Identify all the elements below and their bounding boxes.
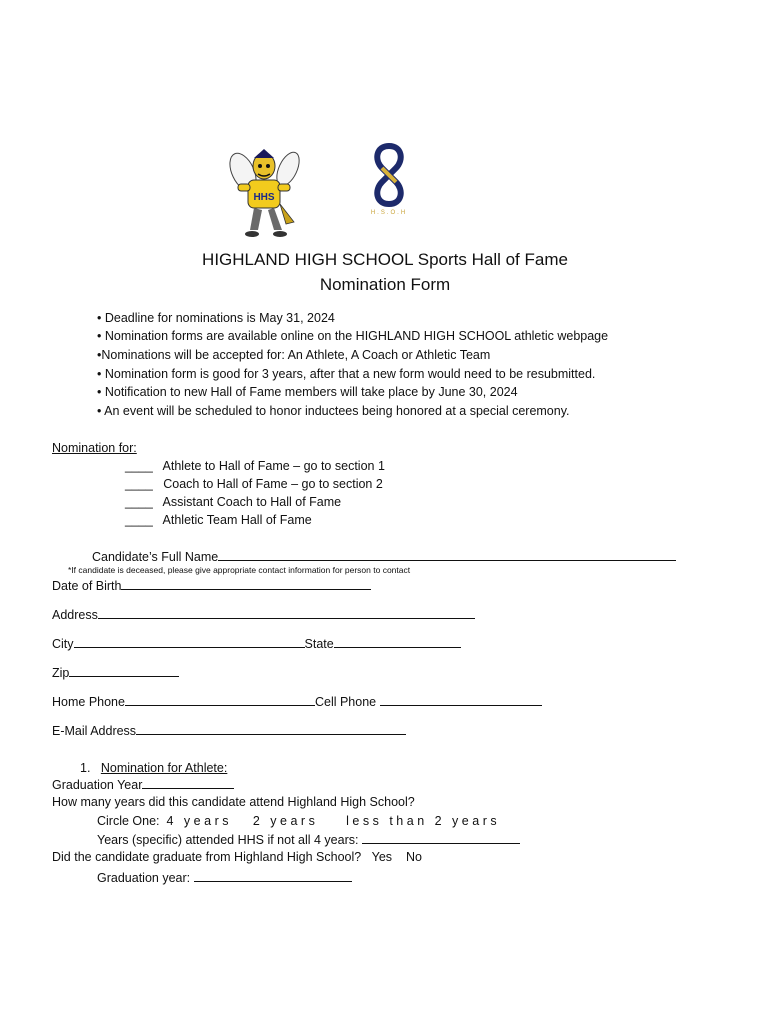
city-field[interactable]	[74, 636, 305, 648]
option-2-years[interactable]: 2 years	[252, 814, 319, 828]
svg-text:HHS: HHS	[253, 192, 275, 203]
zip-field[interactable]	[69, 665, 179, 677]
city-label: City	[52, 637, 74, 651]
address-row	[52, 607, 475, 623]
nomination-checkbox-blank[interactable]: ____	[125, 477, 153, 491]
section1-number: 1.	[80, 761, 91, 775]
graduate-question: Did the candidate graduate from Highland High School?	[52, 850, 362, 864]
option-less-than-2-years[interactable]: less than 2 years	[346, 814, 501, 828]
email-label: E-Mail Address	[52, 724, 137, 738]
nomination-checkbox-blank[interactable]: ____	[125, 459, 153, 473]
nomination-option-label: Athletic Team Hall of Fame	[162, 513, 312, 527]
bullet-accepted-for: •Nominations will be accepted for: An Athlete, A Coach or Athletic Team	[97, 348, 491, 362]
section1-heading: Nomination for Athlete:	[100, 761, 228, 775]
bullet-deadline: • Deadline for nominations is May 31, 2024	[97, 311, 335, 325]
graduation-year-row	[97, 870, 352, 886]
candidate-full-name-field[interactable]	[218, 549, 676, 561]
circle-one-label: Circle One:	[97, 814, 160, 828]
graduation-year-label: Graduation year:	[97, 871, 191, 885]
cell-phone-label: Cell Phone	[314, 695, 377, 709]
state-label: State	[304, 637, 334, 651]
nomination-for-label: Nomination for:	[52, 441, 137, 455]
zip-row	[52, 665, 179, 681]
nomination-option-team[interactable]	[125, 513, 312, 528]
circle-one-row	[97, 814, 500, 829]
grad-year-row	[52, 777, 234, 793]
nomination-option-assistant-coach[interactable]	[125, 495, 341, 510]
section1-heading-row	[80, 761, 227, 776]
nomination-option-athlete[interactable]	[125, 459, 385, 474]
zip-label: Zip	[52, 666, 70, 680]
answer-yes[interactable]: Yes	[371, 850, 393, 864]
email-field[interactable]	[136, 723, 406, 735]
grad-year-label: Graduation Year	[52, 778, 143, 792]
nomination-option-coach[interactable]	[125, 477, 383, 492]
nomination-option-label: Athlete to Hall of Fame – go to section 1	[162, 459, 385, 473]
bullet-event: • An event will be scheduled to honor inductees being honored at a special ceremony.	[97, 404, 570, 418]
dob-row	[52, 578, 371, 594]
form-subtitle: Nomination Form	[319, 275, 451, 294]
graduate-question-row	[52, 850, 422, 865]
bullet-forms-online: • Nomination forms are available online on the HIGHLAND HIGH SCHOOL athletic webpage	[97, 329, 609, 343]
state-field[interactable]	[334, 636, 461, 648]
years-specific-label: Years (specific) attended HHS if not all 4 years:	[97, 833, 359, 847]
answer-no[interactable]: No	[405, 850, 422, 864]
city-state-row	[52, 636, 461, 652]
phone-row	[52, 694, 542, 710]
address-label: Address	[52, 608, 98, 622]
years-specific-row	[97, 832, 520, 848]
bullet-form-validity: • Nomination form is good for 3 years, after that a new form would need to be resubmitted.	[97, 367, 596, 381]
svg-text:H.S.O.H: H.S.O.H	[370, 210, 408, 216]
home-phone-field[interactable]	[125, 694, 315, 706]
hhs-hornet-mascot-logo	[228, 144, 300, 242]
address-field[interactable]	[98, 607, 475, 619]
candidate-full-name-label: Candidate’s Full Name	[92, 550, 219, 564]
grad-year-field[interactable]	[142, 777, 234, 789]
nomination-checkbox-blank[interactable]: ____	[125, 513, 153, 527]
deceased-note: *If candidate is deceased, please give appropriate contact information for person to contact	[68, 565, 411, 575]
nomination-option-label: Coach to Hall of Fame – go to section 2	[163, 477, 383, 491]
email-row	[52, 723, 406, 739]
cell-phone-field[interactable]	[380, 694, 542, 706]
bullet-notification: • Notification to new Hall of Fame members will take place by June 30, 2024	[97, 385, 518, 399]
alumni-association-logo	[368, 142, 410, 216]
option-4-years[interactable]: 4 years	[166, 814, 232, 828]
graduation-year-field[interactable]	[194, 870, 352, 882]
candidate-full-name-row	[92, 549, 676, 565]
years-attended-question: How many years did this candidate attend Highland High School?	[52, 795, 415, 809]
dob-field[interactable]	[121, 578, 371, 590]
years-specific-field[interactable]	[362, 832, 520, 844]
form-title: HIGHLAND HIGH SCHOOL Sports Hall of Fame	[202, 250, 568, 269]
nomination-option-label: Assistant Coach to Hall of Fame	[162, 495, 342, 509]
home-phone-label: Home Phone	[52, 695, 125, 709]
nomination-checkbox-blank[interactable]: ____	[125, 495, 153, 509]
dob-label: Date of Birth	[52, 579, 122, 593]
